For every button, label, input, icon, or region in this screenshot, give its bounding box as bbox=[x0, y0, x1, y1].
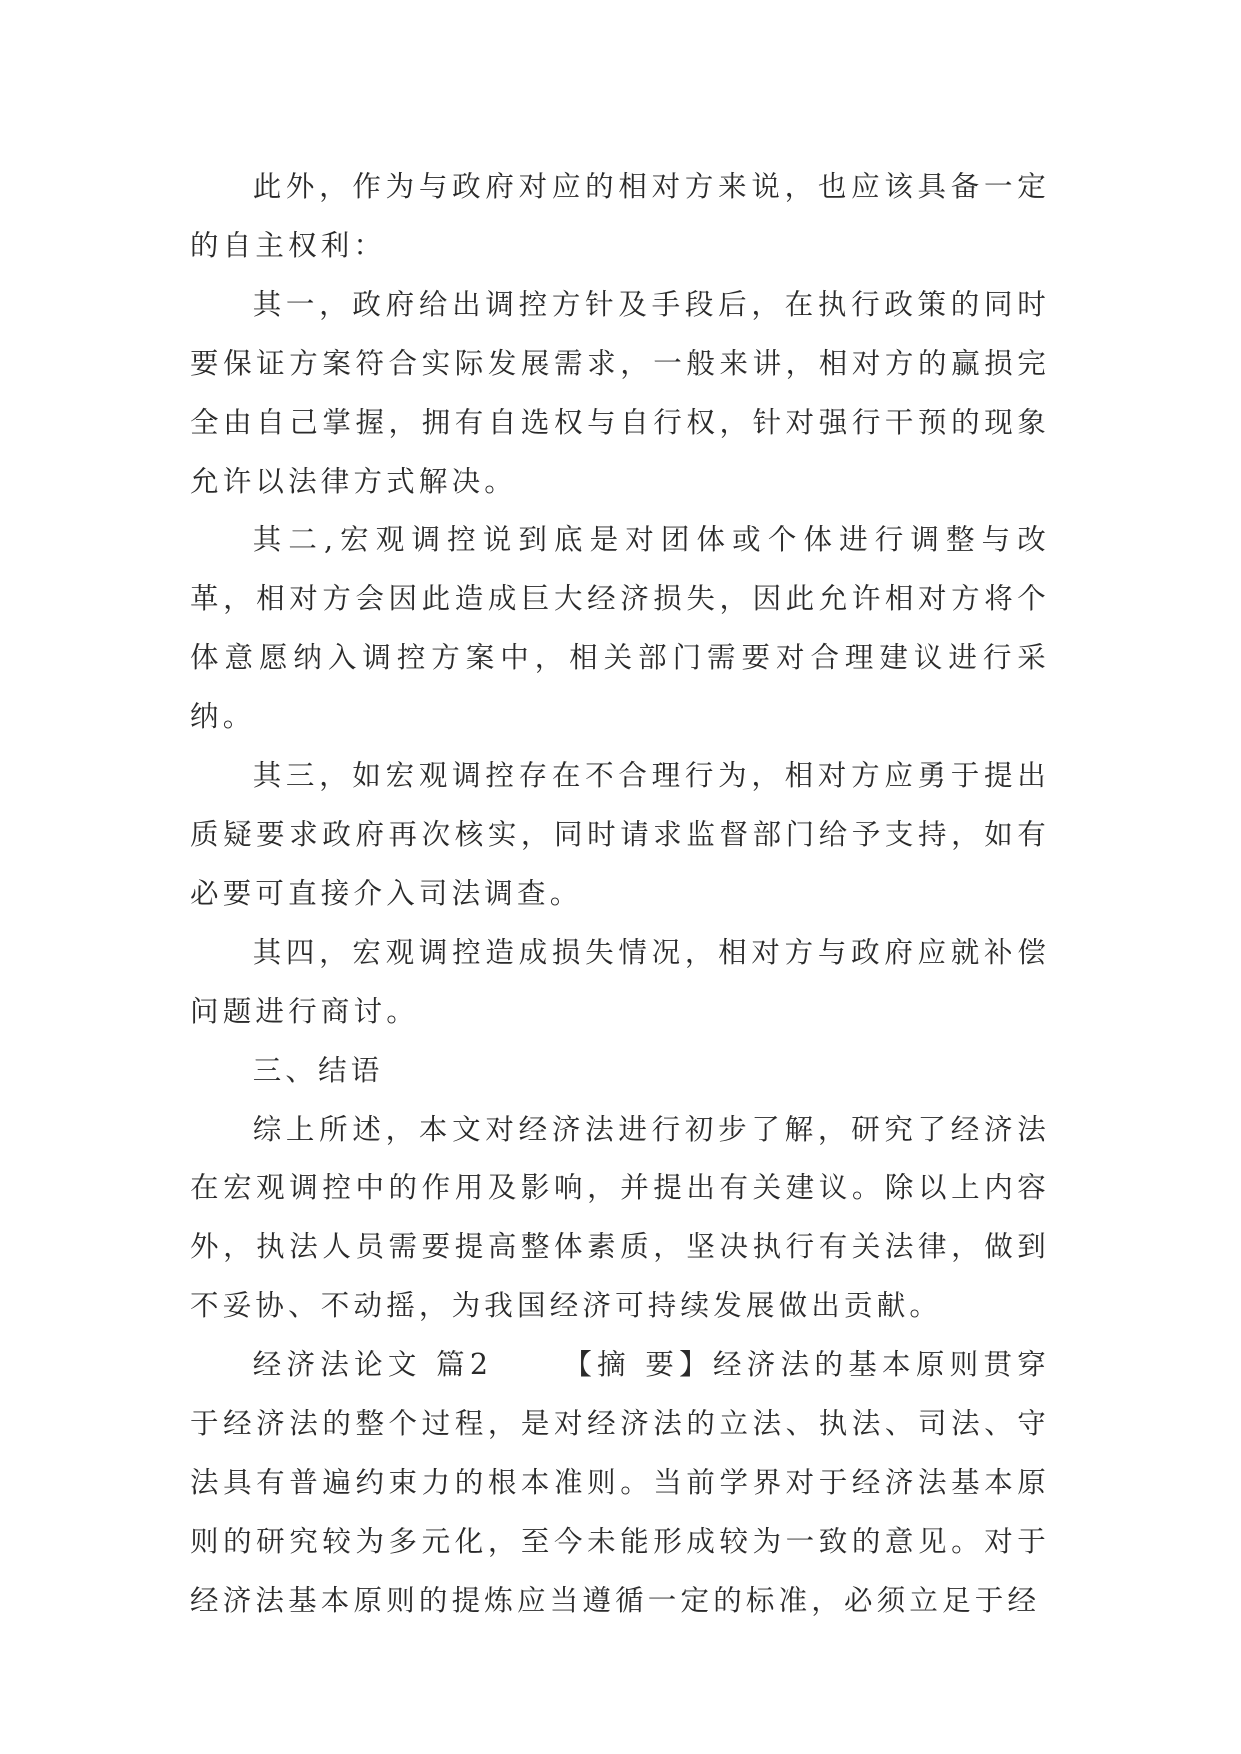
paragraph-article-2 bbox=[190, 1336, 1050, 1631]
paragraph-first-right: 其一，政府给出调控方针及手段后，在执行政策的同时要保证方案符合实际发展需求，一般来讲，相对方的赢损完全由自己掌握，拥有自选权与自行权，针对强行干预的现象允许以法律方式解决。 bbox=[190, 287, 1050, 498]
paragraph-conclusion: 综上所述，本文对经济法进行初步了解，研究了经济法在宏观调控中的作用及影响，并提出有关建议。除以上内容外，执法人员需要提高整体素质，坚决执行有关法律，做到不妥协、不动摇，为我国经济可持续发展做出贡献。 bbox=[190, 1112, 1050, 1323]
abstract-label: 【摘 要】 bbox=[562, 1348, 713, 1382]
paragraph-second-right: 其二,宏观调控说到底是对团体或个体进行调整与改革，相对方会因此造成巨大经济损失，因此允许相对方将个体意愿纳入调控方案中，相关部门需要对合理建议进行采纳。 bbox=[190, 523, 1050, 734]
paragraph-third-right: 其三，如宏观调控存在不合理行为，相对方应勇于提出质疑要求政府再次核实，同时请求监督部门给予支持，如有必要可直接介入司法调查。 bbox=[190, 759, 1050, 910]
article-2-heading: 经济法论文 篇2 bbox=[252, 1348, 493, 1382]
paragraph-autonomy-intro: 此外，作为与政府对应的相对方来说，也应该具备一定的自主权利： bbox=[190, 170, 1050, 262]
paragraph-fourth-right: 其四，宏观调控造成损失情况，相对方与政府应就补偿问题进行商讨。 bbox=[190, 935, 1050, 1028]
document-body bbox=[190, 158, 1050, 1631]
section-heading-conclusion: 三、结语 bbox=[252, 1053, 384, 1087]
abstract-text: 经济法的基本原则贯穿于经济法的整个过程，是对经济法的立法、执法、司法、守法具有普遍约束力的根本准则。当前学界对于经济法基本原则的研究较为多元化，至今未能形成较为一致的意见。对于经济法基本原则的提炼应当遵循一定的标准，必须立足于经 bbox=[190, 1348, 1050, 1617]
